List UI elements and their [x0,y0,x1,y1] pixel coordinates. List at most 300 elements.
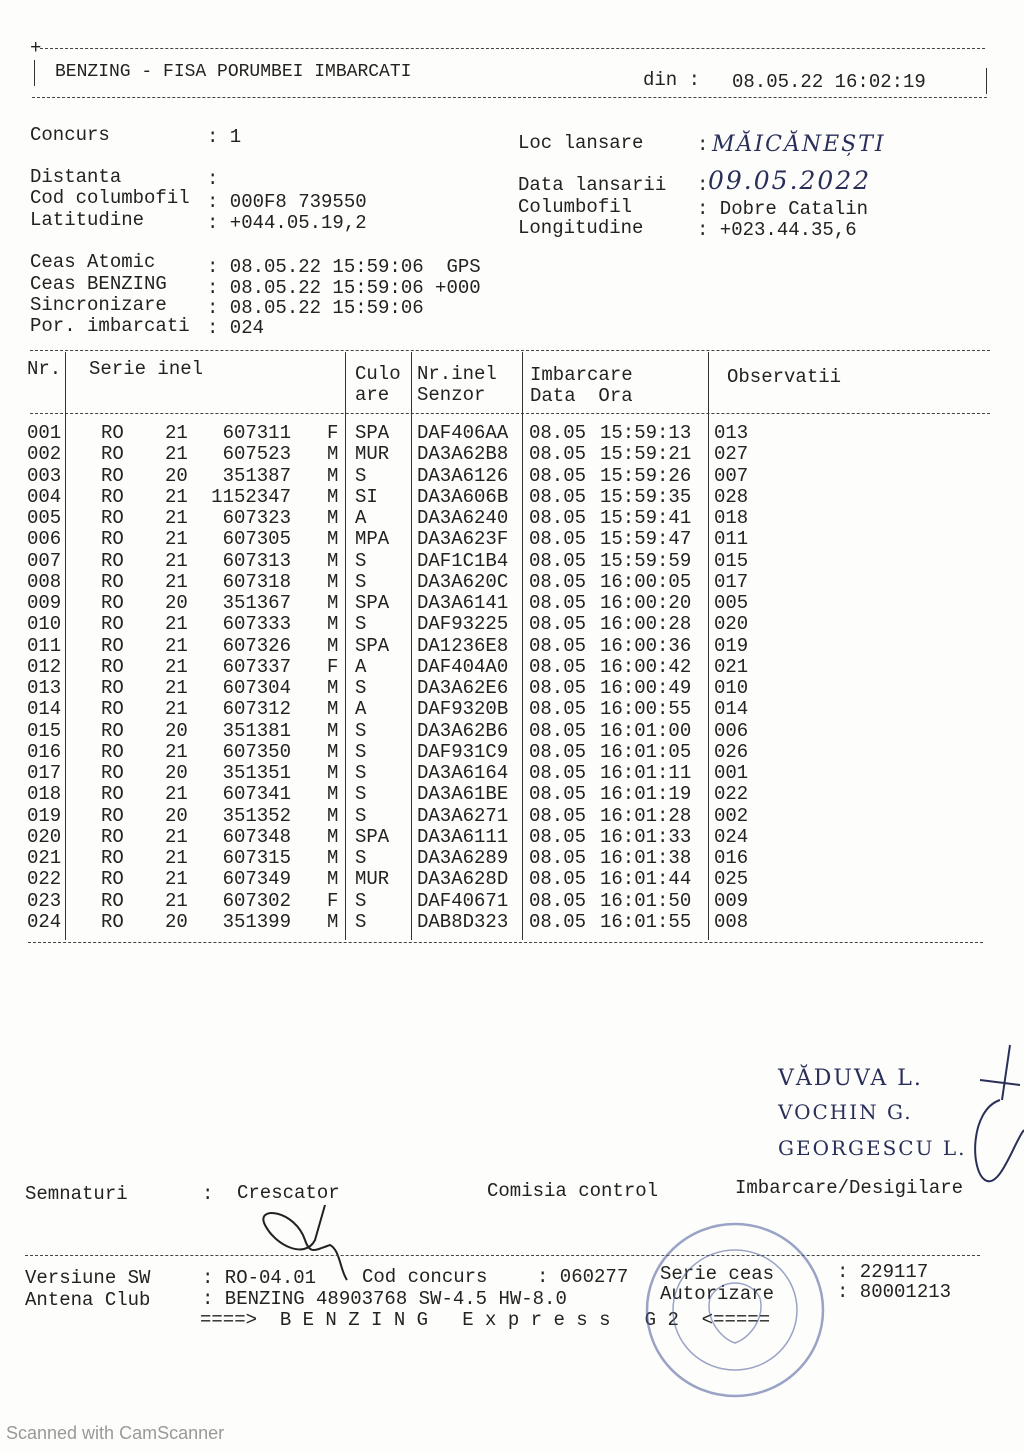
cell-nr: 002 [27,443,62,466]
cell-obs: 006 [714,719,749,742]
cell-sex: M [327,783,339,806]
cell-time: 16:00:20 [600,592,692,614]
serie-ceas-value: : 229117 [837,1261,929,1283]
cell-sex: M [327,464,339,487]
cell-country: RO [101,698,124,721]
cell-nr: 016 [27,740,62,763]
cell-nr: 012 [27,655,62,678]
cell-sensor: DAF406AA [417,422,509,444]
cell-color: S [355,549,367,572]
cell-date: 08.05 [529,868,587,891]
cell-obs: 017 [714,570,749,593]
table-row [0,593,1024,614]
concurs-value: : 1 [207,126,242,148]
table-row [0,721,1024,742]
cell-obs: 024 [714,825,749,848]
cell-year: 21 [165,698,188,721]
cell-year: 20 [165,762,188,784]
header-serie-inel: Serie inel [89,358,204,380]
table-row [0,487,1024,508]
cell-obs: 018 [714,507,749,529]
table-row [0,657,1024,678]
cell-sex: M [327,549,339,572]
antena-club-label: Antena Club [25,1289,151,1311]
cell-date: 08.05 [529,507,587,529]
cell-nr: 011 [27,634,62,657]
cell-sensor: DA3A6164 [417,762,509,784]
cell-sensor: DA3A628D [417,868,509,891]
cell-year: 21 [165,847,188,869]
cell-ring: 607349 [222,868,291,891]
cell-sex: M [327,634,339,657]
club-stamp [640,1218,830,1403]
cell-ring: 607348 [222,825,291,848]
cell-ring: 607523 [222,443,291,466]
cell-sex: M [327,677,339,699]
cell-year: 21 [165,485,188,508]
cell-year: 21 [165,443,188,466]
table-row [0,529,1024,550]
cod-columbofil-label: Cod columbofil [30,187,190,209]
colon: : [202,1183,214,1205]
ceas-benzing-value: : 08.05.22 15:59:06 +000 [207,277,481,299]
cell-sex: M [327,570,339,593]
cell-sensor: DA3A6111 [417,825,509,848]
cell-ring: 607350 [222,740,291,763]
cell-year: 20 [165,592,188,614]
cell-obs: 009 [714,889,749,912]
cell-country: RO [101,422,124,444]
cell-ring: 607313 [222,549,291,572]
cell-date: 08.05 [529,825,587,848]
table-header-border [30,413,990,414]
header-nr: Nr. [27,358,62,380]
cell-nr: 024 [27,910,62,933]
cell-sensor: DAF93225 [417,613,509,636]
cell-time: 15:59:41 [600,507,692,529]
cell-date: 08.05 [529,422,587,444]
cell-color: MPA [355,528,390,551]
cell-time: 16:01:28 [600,804,692,827]
cell-date: 08.05 [529,613,587,636]
cell-year: 21 [165,740,188,763]
cell-obs: 019 [714,634,749,657]
cell-obs: 008 [714,910,749,933]
cell-sex: F [327,422,339,444]
cell-color: S [355,783,367,806]
cell-color: MUR [355,868,390,891]
cell-obs: 013 [714,422,749,444]
cell-sensor: DA3A6240 [417,507,509,529]
cell-color: S [355,847,367,869]
cell-color: SPA [355,634,390,657]
table-row [0,444,1024,465]
cell-country: RO [101,528,124,551]
din-label: din : [643,69,701,91]
table-row [0,678,1024,699]
cell-obs: 022 [714,783,749,806]
cell-nr: 008 [27,570,62,593]
table-bottom-border [28,942,983,943]
cell-color: S [355,719,367,742]
cell-country: RO [101,868,124,891]
cell-country: RO [101,634,124,657]
serie-ceas-label: Serie ceas [660,1263,775,1285]
concurs-label: Concurs [30,124,110,146]
cell-ring: 351351 [222,762,291,784]
cell-time: 15:59:13 [600,422,692,444]
cell-time: 16:01:55 [600,910,692,933]
longitudine-value: : +023.44.35,6 [697,219,857,241]
cell-country: RO [101,847,124,869]
cell-sensor: DA3A62B6 [417,719,509,742]
cell-year: 20 [165,910,188,933]
cell-sensor: DAF1C1B4 [417,549,509,572]
cell-sensor: DA3A6126 [417,464,509,487]
cell-obs: 026 [714,740,749,763]
cell-sex: M [327,592,339,614]
longitudine-label: Longitudine [518,217,644,239]
cell-sensor: DA3A620C [417,570,509,593]
cod-concurs-value: : 060277 [537,1266,629,1288]
cell-time: 15:59:47 [600,528,692,551]
cell-obs: 020 [714,613,749,636]
cell-nr: 019 [27,804,62,827]
cell-nr: 020 [27,825,62,848]
cell-country: RO [101,570,124,593]
cell-ring: 607304 [222,677,291,699]
cell-date: 08.05 [529,464,587,487]
table-row [0,614,1024,635]
cell-sensor: DA1236E8 [417,634,509,657]
cell-time: 15:59:21 [600,443,692,466]
cell-ring: 351387 [222,464,291,487]
cell-ring: 607315 [222,847,291,869]
cell-sensor: DA3A606B [417,485,509,508]
cell-year: 20 [165,804,188,827]
cell-date: 08.05 [529,443,587,466]
table-row [0,848,1024,869]
cell-date: 08.05 [529,740,587,763]
cell-sex: M [327,485,339,508]
cell-nr: 007 [27,549,62,572]
cell-obs: 027 [714,443,749,466]
cell-country: RO [101,592,124,614]
cell-sex: M [327,443,339,466]
header-culoare: Culo [355,363,401,385]
table-row [0,699,1024,720]
cell-sex: M [327,762,339,784]
latitudine-value: : +044.05.19,2 [207,212,367,234]
table-row [0,636,1024,657]
cell-ring: 607311 [222,422,291,444]
header-imbarcare: Imbarcare [530,364,633,386]
cell-obs: 015 [714,549,749,572]
table-row [0,742,1024,763]
cell-time: 16:01:38 [600,847,692,869]
box-top-border: + [30,37,42,59]
cell-time: 16:01:44 [600,868,692,891]
cell-ring: 607323 [222,507,291,529]
cell-nr: 015 [27,719,62,742]
cell-sensor: DA3A62E6 [417,677,509,699]
cell-year: 21 [165,677,188,699]
cell-color: MUR [355,443,390,466]
versiune-sw-value: : RO-04.01 [202,1267,317,1289]
divider [986,68,987,94]
cell-nr: 005 [27,507,62,529]
cell-date: 08.05 [529,847,587,869]
sincronizare-value: : 08.05.22 15:59:06 [207,297,424,319]
cell-sex: M [327,528,339,551]
cell-sensor: DAB8D323 [417,910,509,933]
cell-obs: 002 [714,804,749,827]
cell-time: 16:00:42 [600,655,692,678]
cell-date: 08.05 [529,677,587,699]
cell-sex: F [327,889,339,912]
cell-country: RO [101,762,124,784]
crescator-label: Crescator [237,1182,340,1204]
table-row [0,763,1024,784]
cell-sensor: DAF404A0 [417,655,509,678]
cell-sex: M [327,698,339,721]
signature-name: VĂDUVA L. [778,1066,923,1091]
cell-time: 16:00:55 [600,698,692,721]
cell-year: 21 [165,783,188,806]
data-lansarii-label: Data lansarii [518,174,667,196]
cell-obs: 001 [714,762,749,784]
table-row [0,508,1024,529]
sincronizare-label: Sincronizare [30,294,167,316]
table-row [0,551,1024,572]
cell-year: 20 [165,464,188,487]
cell-country: RO [101,464,124,487]
cell-country: RO [101,889,124,912]
cell-date: 08.05 [529,910,587,933]
por-imbarcati-value: : 024 [207,317,265,339]
cell-country: RO [101,507,124,529]
cell-sex: M [327,507,339,529]
cell-country: RO [101,740,124,763]
cell-obs: 021 [714,655,749,678]
cell-date: 08.05 [529,698,587,721]
cell-sex: M [327,613,339,636]
signature-name: VOCHIN G. [778,1100,913,1124]
camscanner-watermark: Scanned with CamScanner [6,1423,225,1443]
cell-ring: 607341 [222,783,291,806]
cell-country: RO [101,825,124,848]
cell-date: 08.05 [529,549,587,572]
cell-obs: 007 [714,464,749,487]
cell-nr: 023 [27,889,62,912]
ceas-atomic-value: : 08.05.22 15:59:06 GPS [207,256,481,278]
cell-color: S [355,762,367,784]
cell-ring: 351399 [222,910,291,933]
loc-lansare-label: Loc lansare [518,132,644,154]
cell-sex: M [327,825,339,848]
cell-time: 15:59:59 [600,549,692,572]
cell-color: SPA [355,592,390,614]
cell-date: 08.05 [529,592,587,614]
cell-color: S [355,889,367,912]
cell-color: S [355,464,367,487]
columbofil-label: Columbofil [518,196,633,218]
cell-sensor: DAF931C9 [417,740,509,763]
cell-ring: 607302 [222,889,291,912]
columbofil-value: : Dobre Catalin [697,198,869,220]
cell-color: S [355,570,367,593]
cell-nr: 022 [27,868,62,891]
cell-ring: 607337 [222,655,291,678]
cell-sensor: DAF9320B [417,698,509,721]
cell-year: 21 [165,422,188,444]
cell-year: 21 [165,570,188,593]
semnaturi-label: Semnaturi [25,1183,128,1205]
cell-obs: 025 [714,868,749,891]
cell-color: S [355,910,367,933]
cell-year: 21 [165,634,188,657]
cell-color: S [355,677,367,699]
ceas-benzing-label: Ceas BENZING [30,273,167,295]
cod-columbofil-value: : 000F8 739550 [207,191,367,213]
table-row [0,466,1024,487]
cell-nr: 018 [27,783,62,806]
cell-ring: 607318 [222,570,291,593]
cell-obs: 010 [714,677,749,699]
cell-country: RO [101,443,124,466]
cell-date: 08.05 [529,889,587,912]
cell-time: 16:01:00 [600,719,692,742]
header-culoare-2: are [355,384,390,406]
header-data-ora: Data Ora [530,385,633,407]
cell-sensor: DA3A6271 [417,804,509,827]
distanta-label: Distanta [30,166,122,188]
cell-time: 15:59:26 [600,464,692,487]
cell-country: RO [101,613,124,636]
table-row [0,784,1024,805]
data-lansarii-handwritten: 09.05.2022 [708,166,872,195]
cell-color: SPA [355,422,390,444]
cell-year: 21 [165,868,188,891]
cell-obs: 011 [714,528,749,551]
cell-nr: 013 [27,677,62,699]
cell-country: RO [101,783,124,806]
cell-time: 16:01:50 [600,889,692,912]
cell-sensor: DA3A623F [417,528,509,551]
cell-time: 15:59:35 [600,485,692,508]
cell-sex: F [327,655,339,678]
cell-nr: 001 [27,422,62,444]
cell-ring: 607305 [222,528,291,551]
cell-date: 08.05 [529,528,587,551]
cell-ring: 607312 [222,698,291,721]
divider [34,60,35,86]
colon: : [697,174,709,196]
cell-date: 08.05 [529,762,587,784]
cell-color: S [355,613,367,636]
cell-year: 21 [165,655,188,678]
cell-color: SPA [355,825,390,848]
antena-club-value: : BENZING 48903768 SW-4.5 HW-8.0 [202,1288,567,1310]
cell-sex: M [327,847,339,869]
cell-date: 08.05 [529,804,587,827]
cell-obs: 005 [714,592,749,614]
cell-country: RO [101,910,124,933]
cell-sex: M [327,740,339,763]
distanta-value: : [207,168,219,190]
cell-color: S [355,740,367,763]
header-observatii: Observatii [727,366,842,388]
cell-country: RO [101,804,124,827]
cell-country: RO [101,719,124,742]
table-row [0,572,1024,593]
header-senzor: Senzor [417,384,486,406]
cell-year: 21 [165,825,188,848]
cell-time: 16:01:19 [600,783,692,806]
imbarcare-desigilare-label: Imbarcare/Desigilare [735,1177,964,1199]
cell-sensor: DA3A62B8 [417,443,509,466]
cell-sex: M [327,719,339,742]
colon: : [697,134,709,156]
comisia-control-label: Comisia control [487,1180,659,1202]
autorizare-label: Autorizare [660,1283,775,1305]
cell-color: A [355,698,367,721]
cell-time: 16:01:05 [600,740,692,763]
por-imbarcati-label: Por. imbarcati [30,315,190,337]
cell-nr: 004 [27,485,62,508]
cell-country: RO [101,677,124,699]
cell-ring: 1152347 [211,485,291,508]
autorizare-value: : 80001213 [837,1281,952,1303]
cell-year: 21 [165,507,188,529]
cell-time: 16:00:36 [600,634,692,657]
signature-scribble [940,1040,1024,1200]
cell-date: 08.05 [529,570,587,593]
print-datetime: 08.05.22 16:02:19 [732,71,926,93]
cell-year: 21 [165,528,188,551]
cell-color: S [355,804,367,827]
cell-nr: 014 [27,698,62,721]
benzing-express-banner: ====> B E N Z I N G E x p r e s s G 2 <===== [200,1309,771,1331]
cell-nr: 009 [27,592,62,614]
cell-country: RO [101,485,124,508]
cell-nr: 003 [27,464,62,487]
cell-date: 08.05 [529,655,587,678]
cell-time: 16:00:49 [600,677,692,699]
cell-ring: 351367 [222,592,291,614]
cell-year: 21 [165,549,188,572]
table-row [0,869,1024,890]
cell-time: 16:01:11 [600,762,692,784]
ceas-atomic-label: Ceas Atomic [30,251,156,273]
cell-nr: 006 [27,528,62,551]
cell-ring: 351381 [222,719,291,742]
signature-name: GEORGESCU L. [778,1136,967,1160]
versiune-sw-label: Versiune SW [25,1267,151,1289]
cell-year: 20 [165,719,188,742]
cell-color: A [355,655,367,678]
cell-date: 08.05 [529,783,587,806]
divider [32,97,987,98]
cell-nr: 021 [27,847,62,869]
cell-country: RO [101,549,124,572]
cell-sensor: DAF40671 [417,889,509,912]
cell-time: 16:00:28 [600,613,692,636]
cell-sensor: DA3A61BE [417,783,509,806]
table-row [0,912,1024,933]
cell-date: 08.05 [529,485,587,508]
cell-nr: 010 [27,613,62,636]
